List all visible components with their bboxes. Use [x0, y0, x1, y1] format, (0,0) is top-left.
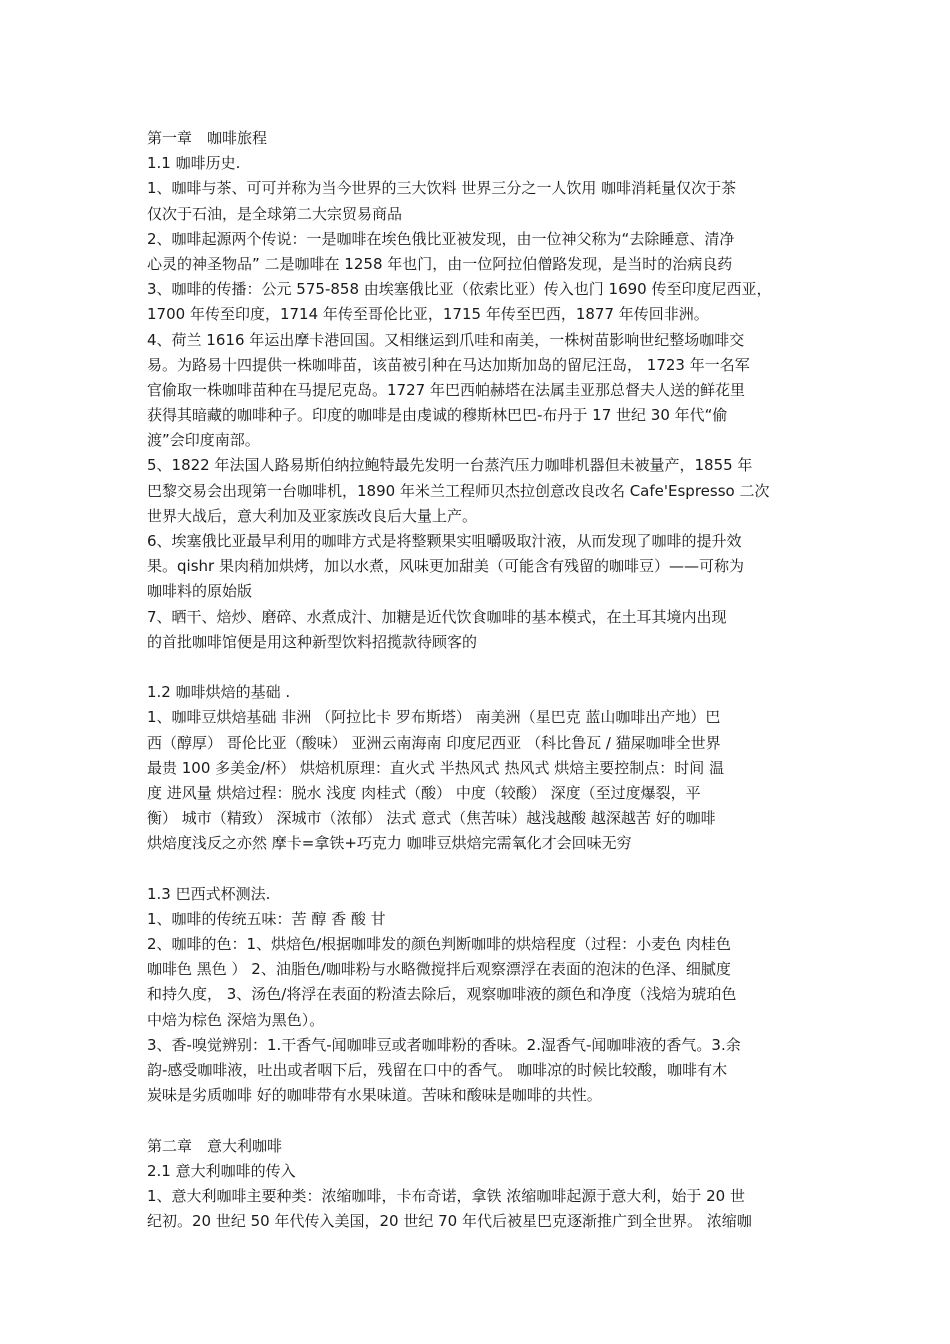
paragraph: [147, 328, 812, 454]
paragraph: [147, 932, 812, 1033]
text-line: 咖啡料的原始版: [147, 582, 253, 601]
paragraph: [147, 705, 812, 856]
text-line: 1、咖啡的传统五味：苦 醇 香 酸 甘: [147, 909, 386, 928]
text-line: 果。qishr 果肉稍加烘烤，加以水煮，风味更加甜美（可能含有残留的咖啡豆）——可称为: [147, 557, 744, 576]
text-line: 度 进风量 烘焙过程：脱水 浅度 肉桂式（酸） 中度（较酸） 深度（至过度爆裂，平: [147, 783, 701, 802]
section-heading: [147, 1159, 812, 1184]
paragraph: [147, 605, 812, 655]
text-line: 2、咖啡起源两个传说：一是咖啡在埃色俄比亚被发现，由一位神父称为“去除睡意、清净: [147, 229, 735, 248]
text-line: 第二章 意大利咖啡: [147, 1136, 283, 1155]
text-line: 5、1822 年法国人路易斯伯纳拉鲍特最先发明一台蒸汽压力咖啡机器但未被量产，1855 年: [147, 456, 753, 475]
text-line: 巴黎交易会出现第一台咖啡机，1890 年米兰工程师贝杰拉创意改良改名 Cafe'Espresso 二次: [147, 481, 770, 500]
text-line: 1.2 咖啡烘焙的基础 .: [147, 683, 291, 702]
text-line: 3、咖啡的传播：公元 575-858 由埃塞俄比亚（依索比亚）传入也门 1690 传至印度尼西亚，: [147, 280, 772, 299]
section-heading: [147, 1134, 812, 1159]
text-line: 1.1 咖啡历史.: [147, 154, 241, 173]
text-line: 衡） 城市（精致） 深城市（浓郁） 法式 意式（焦苦味）越浅越酸 越深越苦 好的咖啡: [147, 809, 716, 828]
section-heading: [147, 882, 812, 907]
text-line: 纪初。20 世纪 50 年代传入美国，20 世纪 70 年代后被星巴克逐渐推广到全世界。 浓缩咖: [147, 1212, 752, 1231]
paragraph: [147, 907, 812, 932]
text-line: 渡”会印度南部。: [147, 431, 260, 450]
text-line: 咖啡色 黑色 ） 2、油脂色/咖啡粉与水略微搅拌后观察漂浮在表面的泡沫的色泽、细腻度: [147, 960, 731, 979]
text-line: 最贵 100 多美金/杯） 烘焙机原理：直火式 半热风式 热风式 烘焙主要控制点：时间 温: [147, 758, 725, 777]
text-line: 第一章 咖啡旅程: [147, 129, 268, 147]
text-line: 2、咖啡的色：1、烘焙色/根据咖啡发的颜色判断咖啡的烘焙程度（过程：小麦色 肉桂色: [147, 935, 731, 953]
section-heading: [147, 151, 812, 176]
text-line: 仅次于石油，是全球第二大宗贸易商品: [147, 204, 403, 223]
blank-line: [147, 655, 812, 680]
paragraph: [147, 529, 812, 605]
text-line: 和持久度， 3、汤色/将浮在表面的粉渣去除后，观察咖啡液的颜色和净度（浅焙为琥珀色: [147, 985, 737, 1004]
text-line: 6、埃塞俄比亚最早利用的咖啡方式是将整颗果实咀嚼吸取汁液，从而发现了咖啡的提升效: [147, 532, 742, 550]
text-line: 4、荷兰 1616 年运出摩卡港回国。又相继运到爪哇和南美，一株树苗影响世纪整场咖啡交: [147, 330, 745, 349]
paragraph: [147, 176, 812, 226]
text-line: 1.3 巴西式杯测法.: [147, 884, 271, 903]
paragraph: [147, 1033, 812, 1109]
text-line: 3、香-嗅觉辨别：1.干香气-闻咖啡豆或者咖啡粉的香味。2.湿香气-闻咖啡液的香气。3.余: [147, 1035, 741, 1054]
section-heading: [147, 680, 812, 705]
text-line: 1700 年传至印度，1714 年传至哥伦比亚，1715 年传至巴西，1877 年传回非洲。: [147, 305, 709, 324]
text-line: 易。为路易十四提供一株咖啡苗，该苗被引种在马达加斯加岛的留尼汪岛， 1723 年一名军: [147, 355, 750, 374]
paragraph: [147, 453, 812, 529]
paragraph: [147, 227, 812, 277]
paragraph: [147, 277, 812, 327]
text-line: 2.1 意大利咖啡的传入: [147, 1161, 296, 1180]
blank-line: [147, 856, 812, 881]
text-line: 1、咖啡与茶、可可并称为当今世界的三大饮料 世界三分之一人饮用 咖啡消耗量仅次于茶: [147, 179, 737, 198]
document-page: [147, 126, 812, 1234]
text-line: 烘焙度浅反之亦然 摩卡=拿铁+巧克力 咖啡豆烘焙完需氧化才会回味无穷: [147, 834, 632, 853]
text-line: 获得其暗藏的咖啡种子。印度的咖啡是由虔诚的穆斯林巴巴-布丹于 17 世纪 30 年代“偷: [147, 406, 728, 425]
paragraph: [147, 1184, 812, 1234]
text-line: 世界大战后，意大利加及亚家族改良后大量上产。: [147, 506, 478, 525]
text-line: 官偷取一株咖啡苗种在马提尼克岛。1727 年巴西帕赫塔在法属圭亚那总督夫人送的鲜花里: [147, 380, 745, 399]
text-line: 1、咖啡豆烘焙基础 非洲 （阿拉比卡 罗布斯塔） 南美洲（星巴克 蓝山咖啡出产地）巴: [147, 708, 721, 727]
blank-line: [147, 1108, 812, 1133]
text-line: 的首批咖啡馆便是用这种新型饮料招揽款待顾客的: [147, 632, 478, 651]
text-line: 中焙为棕色 深焙为黑色）。: [147, 1010, 325, 1029]
text-line: 心灵的神圣物品” 二是咖啡在 1258 年也门，由一位阿拉伯僧路发现，是当时的治病良药: [147, 254, 733, 273]
text-line: 1、意大利咖啡主要种类：浓缩咖啡，卡布奇诺，拿铁 浓缩咖啡起源于意大利，始于 20 世: [147, 1186, 745, 1205]
text-line: 韵-感受咖啡液，吐出或者咽下后，残留在口中的香气。 咖啡凉的时候比较酸，咖啡有木: [147, 1060, 728, 1079]
text-line: 7、晒干、焙炒、磨碎、水煮成汁、加糖是近代饮食咖啡的基本模式，在土耳其境内出现: [147, 607, 727, 626]
text-line: 西（醇厚） 哥伦比亚（酸味） 亚洲云南海南 印度尼西亚 （科比鲁瓦 / 猫屎咖啡全世界: [147, 733, 721, 752]
section-heading: [147, 126, 812, 151]
text-line: 炭味是劣质咖啡 好的咖啡带有水果味道。苦味和酸味是咖啡的共性。: [147, 1086, 602, 1105]
